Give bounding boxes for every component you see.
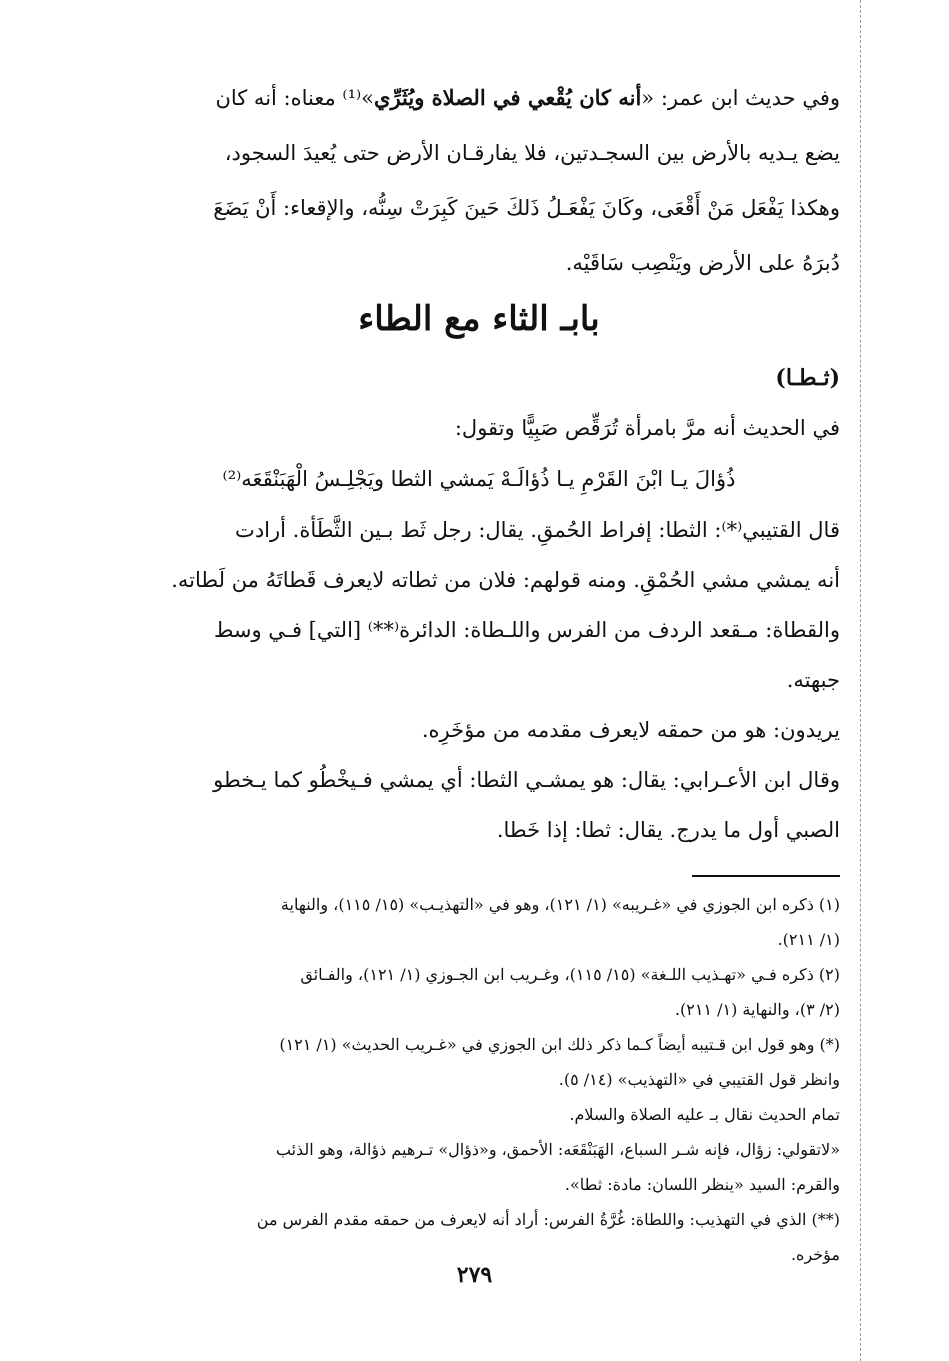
entry-paragraph-5-line-2: الصبي أول ما يدرج. يقال: ثطا: إذا خَطا. [496,818,840,842]
entry-paragraph-5-line-1: وقال ابن الأعـرابي: يقال: هو يمشـي الثطا: أي يمشي فـيخْطُو كما يـخطو [213,768,840,792]
footnote-double-star-line-1: (**) الذي في التهذيب: واللطاة: غُرَّةُ الفرس: أراد أنه لايعرف من حمقه مقدم الفرس من [256,1210,840,1229]
page-number: ٢٧٩ [456,1262,493,1288]
footnote-star-line-2: وانظر قول القتيبي في «التهذيب» (١٤/ ٥). [558,1070,840,1089]
entry-paragraph-4: يريدون: هو من حمقه لايعرف مقدمه من مؤخَرِه. [421,718,840,742]
hadith-quote: أنه كان يُقْعي في الصلاة ويُثَرِّي [374,85,642,110]
intro-line-1 [118,70,840,126]
entry-paragraph-3-line-2: جبهته. [786,668,840,692]
entry-paragraph-1: في الحديث أنه مرَّ بامرأة تُرَقِّص صَبِيًّا وتقول: [454,416,840,440]
intro-line-4: دُبرَهُ على الأرض ويَنْصِب سَاقَيْه. [565,251,840,275]
entry-paragraph-2-line-1: قال القتيبي⁽*⁾: الثطا: إفراط الحُمقِ. يقال: رجل ثَط بـين الثَّطَأة. أرادت [235,518,840,542]
entry-heading: (ثـطـا) [775,365,840,391]
footnote-separator [692,875,840,877]
footnote-note-2-line-2: والقرم: السيد «ينظر اللسان: مادة: ثطا». [564,1175,840,1194]
intro-line-1-end: »⁽¹⁾ معناه: أنه كان [215,86,375,110]
footnote-1-line-2: (١/ ٢١١). [777,930,840,949]
footnote-note-1: تمام الحديث نقال بـ عليه الصلاة والسلام. [569,1105,840,1124]
footnote-double-star-line-2: مؤخره. [790,1245,840,1264]
footnote-2-line-1: (٢) ذكره فـي «تهـذيب اللـغة» (١٥/ ١١٥)، وغـريب ابن الجـوزي (١/ ١٢١)، والفـائق [300,965,840,984]
footnote-star-line-1: (*) وهو قول ابن قـتيبه أيضاً كـما ذكر ذلك ابن الجوزي في «غـريب الحديث» (١/ ١٢١) [279,1035,840,1054]
entry-paragraph-3-line-1: والقطاة: مـقعد الردف من الفرس واللـطاة: الدائرة⁽**⁾ [التي] فـي وسط [213,618,840,642]
poetry-verse: ذُؤالَ يـا ابْنَ القَرْمِ يـا ذُؤالَـهْ يَمشي الثطا ويَجْلِـسُ الْهَبَنْقَعَه⁽²⁾ [222,467,736,491]
intro-line-2: يضع يـديه بالأرض بين السجـدتين، فلا يفارقـان الأرض حتى يُعيدَ السجود، [224,141,840,165]
section-heading: بابـ الثاء مع الطاء [358,299,600,339]
intro-line-1-start: وفي حديث ابن عمر: « [641,86,840,110]
entry-paragraph-2-line-2: أنه يمشي مشي الحُمْقِ. ومنه قولهم: فلان من ثطاته لايعرف قَطاتَهُ من لَطاته. [171,568,840,592]
footnote-1-line-1: (١) ذكره ابن الجوزي في «غـريبه» (١/ ١٢١)، وهو في «التهذيـب» (١٥/ ١١٥)، والنهاية [280,895,840,914]
footnote-note-2-line-1: «لاتقولي: زؤال، فإنه شـر السباع، الهَبَنْقَعَه: الأحمق، و«ذؤال» تـرهيم ذؤالة، وهو الذئب [275,1140,840,1159]
margin-dashed-rule [860,0,861,1361]
page-body [118,70,840,1272]
intro-line-3: وهكذا يَفْعَل مَنْ أَقْعَى، وكَانَ يَفْعَـلُ ذَلكَ حَينَ كَبِرَتْ سِنُّه، والإقعاء: أَنْ يَضَعَ [213,196,840,220]
footnote-2-line-2: (٢/ ٣)، والنهاية (١/ ٢١١). [674,1000,840,1019]
